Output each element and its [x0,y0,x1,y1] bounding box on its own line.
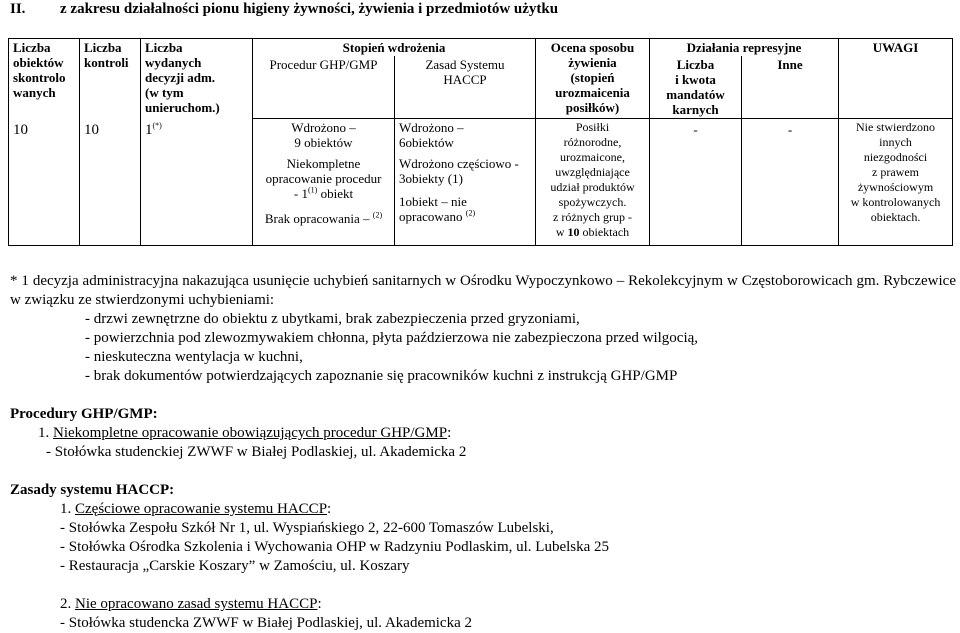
haccp-entry: - Stołówka Ośrodka Szkolenia i Wychowania OHP w Radzyniu Podlaskim, ul. Lubelska 25 [60,539,610,555]
header-other: Inne [742,56,839,119]
footnote-text: * 1 decyzja administracyjna nakazująca usunięcie uchybień sanitarnych w Ośrodku Wypoczynkowo – Rekolekcyjnym w Częstoborowicach gm. Rybczewice w związku ze stwierdzonymi uchybieniami: [10,273,956,308]
header-nutrition-assessment: Ocena sposobu żywienia (stopień urozmaicenia posiłków) [536,39,650,119]
issue-item: - nieskuteczna wentylacja w kuchni, [85,349,303,365]
header-repressive-actions: Działania represyjne [650,39,839,57]
header-inspections-count: Liczba kontroli [80,39,141,119]
header-decisions-count: Liczba wydanych decyzji adm. (w tym unieruchom.) [141,39,253,119]
haccp-entry: - Restauracja „Carskie Koszary” w Zamościu, ul. Koszary [60,558,410,574]
value-objects: 10 [9,119,80,246]
issue-item: - drzwi zewnętrzne do obiektu z ubytkami, brak zabezpieczenia przed gryzoniami, [85,311,580,327]
section-number: II. [10,1,26,17]
haccp-item-2: 2. Nie opracowano zasad systemu HACCP: [60,596,322,612]
ghp-heading: Procedury GHP/GMP: [10,406,158,422]
haccp-item-1: 1. Częściowe opracowanie systemu HACCP: [60,501,332,517]
issue-item: - brak dokumentów potwierdzających zapoznanie się pracowników kuchni z instrukcją GHP/GMP [85,368,678,384]
header-row-1 [9,39,953,57]
haccp-entry: - Stołówka studencka ZWWF w Białej Podlaskiej, ul. Akademicka 2 [60,615,473,631]
issue-item: - powierzchnia pod zlewozmywakiem chłonna, płyta paździerzowa nie zabezpieczona przed wilgocią, [85,330,699,346]
section-title: z zakresu działalności pionu higieny żywności, żywienia i przedmiotów użytku [60,1,559,17]
value-ghp-gmp: Wdrożono – 9 obiektów Niekompletne opracowanie procedur - 1$^{(1)}$ obiekt Brak opracowania – $^{(2)}$ [253,119,395,246]
value-haccp: Wdrożono – 6obiektów Wdrożono częściowo - 3obiekty (1) 1obiekt – nie opracowano $^{(2)}$ [395,119,536,246]
value-inspections: 10 [80,119,141,246]
ghp-item: 1. Niekompletne opracowanie obowiązujących procedur GHP/GMP: [38,425,452,441]
header-fines: Liczba i kwota mandatów karnych [650,56,742,119]
header-haccp: Zasad Systemu HACCP [395,56,536,119]
header-ghp-gmp: Procedur GHP/GMP [253,56,395,119]
header-remarks: UWAGI [839,39,953,57]
value-decisions: 1(*) [141,119,253,246]
notes-section [10,272,956,633]
data-row [9,119,953,246]
value-other: - [742,119,839,246]
inspection-table [8,38,953,246]
haccp-heading: Zasady systemu HACCP: [10,482,175,498]
header-remarks-cont [839,56,953,119]
header-objects-count: Liczba obiektów skontrolo wanych [9,39,80,119]
value-fines: - [650,119,742,246]
section-header [10,0,558,18]
header-implementation: Stopień wdrożenia [253,39,536,57]
ghp-entry: - Stołówka studenckiej ZWWF w Białej Podlaskiej, ul. Akademicka 2 [46,444,467,460]
haccp-entry: - Stołówka Zespołu Szkół Nr 1, ul. Wyspiańskiego 2, 22-600 Tomaszów Lubelski, [60,520,554,536]
value-nutrition-assessment: Posiłki różnorodne, urozmaicone, uwzględniające udział produktów spożywczych. z różnych grup - w 10 obiektach [536,119,650,246]
value-remarks: Nie stwierdzono innych niezgodności z prawem żywnościowym w kontrolowanych obiektach. [839,119,953,246]
